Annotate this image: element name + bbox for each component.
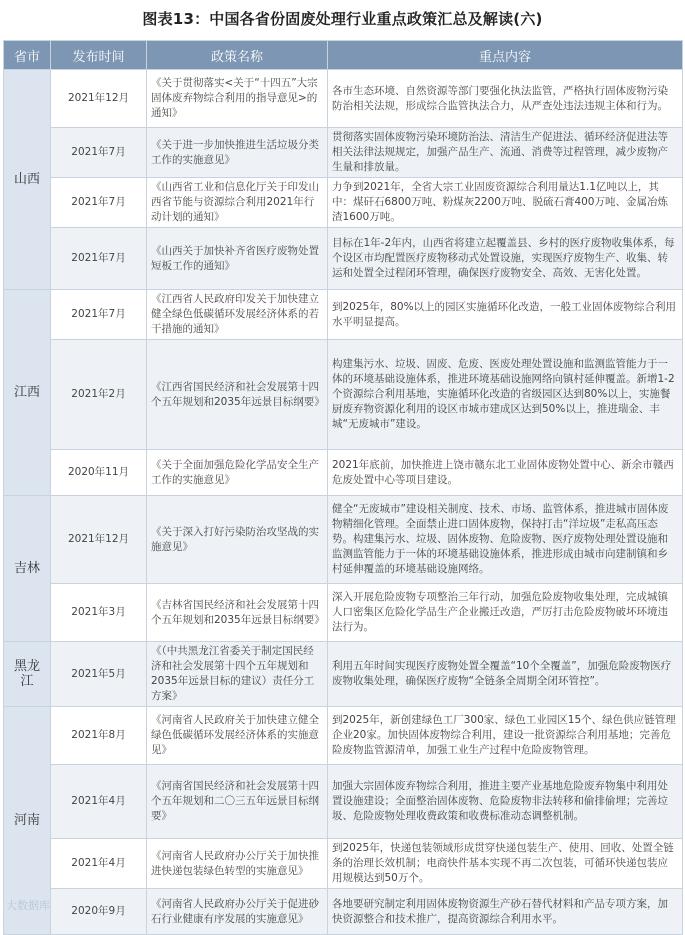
province-cell: 山西: [4, 70, 51, 290]
header-date: 发布时间: [51, 41, 147, 70]
province-cell: 黑龙江: [4, 642, 51, 707]
table-row: [4, 290, 683, 340]
key-content-cell: 力争到2021年，全省大宗工业固废资源综合利用量达1.1亿吨以上，其中：煤矸石6800万吨、粉煤灰2200万吨、脱硫石膏400万吨、金属冶炼渣1600万吨。: [328, 178, 683, 228]
date-cell: 2020年11月: [51, 450, 147, 496]
policy-name-cell: 《关于全面加强危险化学品安全生产工作的实施意见》: [147, 450, 328, 496]
key-content-cell: 到2025年，快递包装领域形成贯穿快递包装生产、使用、回收、处置全链条的治理长效机制；电商快件基本实现不再二次包装，可循环快递包装应用规模达到50万个。: [328, 839, 683, 889]
policy-name-cell: 《河南省国民经济和社会发展第十四个五年规划和二〇三五年远景目标纲要》: [147, 765, 328, 839]
key-content-cell: 贯彻落实固体废物污染环境防治法、清洁生产促进法、循环经济促进法等相关法律法规规定，加强产品生产、流通、消费等过程管理，减少废物产生量和排放量。: [328, 128, 683, 178]
policy-name-cell: 《吉林省国民经济和社会发展第十四个五年规划和2035年远景目标纲要》: [147, 584, 328, 642]
table-row: [4, 496, 683, 584]
province-cell: 江西: [4, 290, 51, 496]
table-header-row: [4, 41, 683, 70]
policy-name-cell: 《江西省国民经济和社会发展第十四个五年规划和2035年远景目标纲要》: [147, 340, 328, 450]
table-row: [4, 450, 683, 496]
table-row: [4, 839, 683, 889]
key-content-cell: 2021年底前，加快推进上饶市赣东北工业固体废物处置中心、新余市赣西危废处置中心等项目建设。: [328, 450, 683, 496]
policy-name-cell: 《山西关于加快补齐省医疗废物处置短板工作的通知》: [147, 228, 328, 290]
table-row: [4, 765, 683, 839]
table-body: [4, 70, 683, 935]
table-row: [4, 70, 683, 128]
policy-name-cell: 《河南省人民政府办公厅关于加快推进快递包装绿色转型的实施意见》: [147, 839, 328, 889]
policy-name-cell: 《（中共黑龙江省委关于制定国民经济和社会发展第十四个五年规划和2035年远景目标的建议）责任分工方案》: [147, 642, 328, 707]
key-content-cell: 到2025年，新创建绿色工厂300家、绿色工业园区15个、绿色供应链管理企业20家。加快固体废物综合利用，建设一批资源综合利用基地；完善危险废物监管源清单，加强工业生产过程中危险废物管理。: [328, 707, 683, 765]
table-row: [4, 340, 683, 450]
policy-name-cell: 《关于贯彻落实<关于“十四五”大宗固体废弃物综合利用的指导意见>的通知》: [147, 70, 328, 128]
key-content-cell: 目标在1年-2年内，山西省将建立起覆盖县、乡村的医疗废物收集体系，每个设区市均配置医疗废物移动式处置设施，实现医疗废物生产、收集、转运和处置全过程闭环管理，确保医疗废物安全、高效、无害化处置。: [328, 228, 683, 290]
date-cell: 2021年7月: [51, 290, 147, 340]
table-row: [4, 128, 683, 178]
table-row: [4, 584, 683, 642]
policy-name-cell: 《河南省人民政府办公厅关于促进砂石行业健康有序发展的实施意见》: [147, 889, 328, 935]
key-content-cell: 各地要研究制定利用固体废物资源生产砂石替代材料和产品专项方案，加快资源整合和技术推广，提高资源综合利用水平。: [328, 889, 683, 935]
key-content-cell: 深入开展危险废物专项整治三年行动，加强危险废物收集处理，完成城镇人口密集区危险化学品生产企业搬迁改造，严厉打击危险废物破坏环境违法行为。: [328, 584, 683, 642]
date-cell: 2020年9月: [51, 889, 147, 935]
policy-name-cell: 《关于深入打好污染防治攻坚战的实施意见》: [147, 496, 328, 584]
policy-name-cell: 《河南省人民政府关于加快建立健全绿色低碳循环发展经济体系的实施意见》: [147, 707, 328, 765]
table-row: [4, 178, 683, 228]
policy-name-cell: 《江西省人民政府印发关于加快建立健全绿色低碳循环发展经济体系的若干措施的通知》: [147, 290, 328, 340]
date-cell: 2021年12月: [51, 70, 147, 128]
header-province: 省市: [4, 41, 51, 70]
key-content-cell: 到2025年，80%以上的园区实施循环化改造，一般工业固体废物综合利用水平明显提高。: [328, 290, 683, 340]
page-title: 图表13：中国各省份固废处理行业重点政策汇总及解读(六): [0, 8, 685, 29]
policy-name-cell: 《山西省工业和信息化厅关于印发山西省节能与资源综合利用2021年行动计划的通知》: [147, 178, 328, 228]
header-content: 重点内容: [328, 41, 683, 70]
province-cell: 吉林: [4, 496, 51, 642]
date-cell: 2021年7月: [51, 128, 147, 178]
date-cell: 2021年8月: [51, 707, 147, 765]
key-content-cell: 健全“无废城市”建设相关制度、技术、市场、监管体系，推进城市固体废物精细化管理。全面禁止进口固体废物，保持打击“洋垃圾”走私高压态势。构建集污水、垃圾、固体废物、危险废物、医疗废物处理处置设施和监测监管能力于一体的环境基础设施体系，推进形成由城市向建制镇和乡村延伸覆盖的环境基础设施网络。: [328, 496, 683, 584]
table-row: [4, 642, 683, 707]
header-policy: 政策名称: [147, 41, 328, 70]
watermark-logo: 大数据库: [0, 897, 126, 913]
table-row: [4, 707, 683, 765]
key-content-cell: 构建集污水、垃圾、固废、危废、医废处理处置设施和监测监管能力于一体的环境基础设施体系，推进环境基础设施网络向镇村延伸覆盖。新增1-2个资源综合利用基地，实施循环化改造的省级园区达到80%以上，实施餐厨废弃物资源化利用的设区市城市建成区达到50%以上，推进瑞金、丰城“无废城市”建设。: [328, 340, 683, 450]
policy-name-cell: 《关于进一步加快推进生活垃圾分类工作的实施意见》: [147, 128, 328, 178]
date-cell: 2021年7月: [51, 178, 147, 228]
table-row: [4, 228, 683, 290]
key-content-cell: 利用五年时间实现医疗废物处置全覆盖“10个全覆盖”，加强危险废物医疗废物收集处理，确保医疗废物“全链条全周期全闭环管控”。: [328, 642, 683, 707]
date-cell: 2021年2月: [51, 340, 147, 450]
date-cell: 2021年12月: [51, 496, 147, 584]
policy-table: [3, 40, 683, 935]
date-cell: 2021年7月: [51, 228, 147, 290]
date-cell: 2021年4月: [51, 765, 147, 839]
date-cell: 2021年5月: [51, 642, 147, 707]
date-cell: 2021年4月: [51, 839, 147, 889]
province-cell: 河南: [4, 707, 51, 935]
key-content-cell: 各市生态环境、自然资源等部门要强化执法监管，严格执行固体废物污染防治相关法规，形成综合监管执法合力，从严查处违法违规主体和行为。: [328, 70, 683, 128]
key-content-cell: 加强大宗固体废弃物综合利用，推进主要产业基地危险废弃物集中利用处置设施建设；全面整治固体废物、危险废物非法转移和偷排偷埋；完善垃圾、危险废物处理收费政策和收费标准动态调整机制。: [328, 765, 683, 839]
date-cell: 2021年3月: [51, 584, 147, 642]
